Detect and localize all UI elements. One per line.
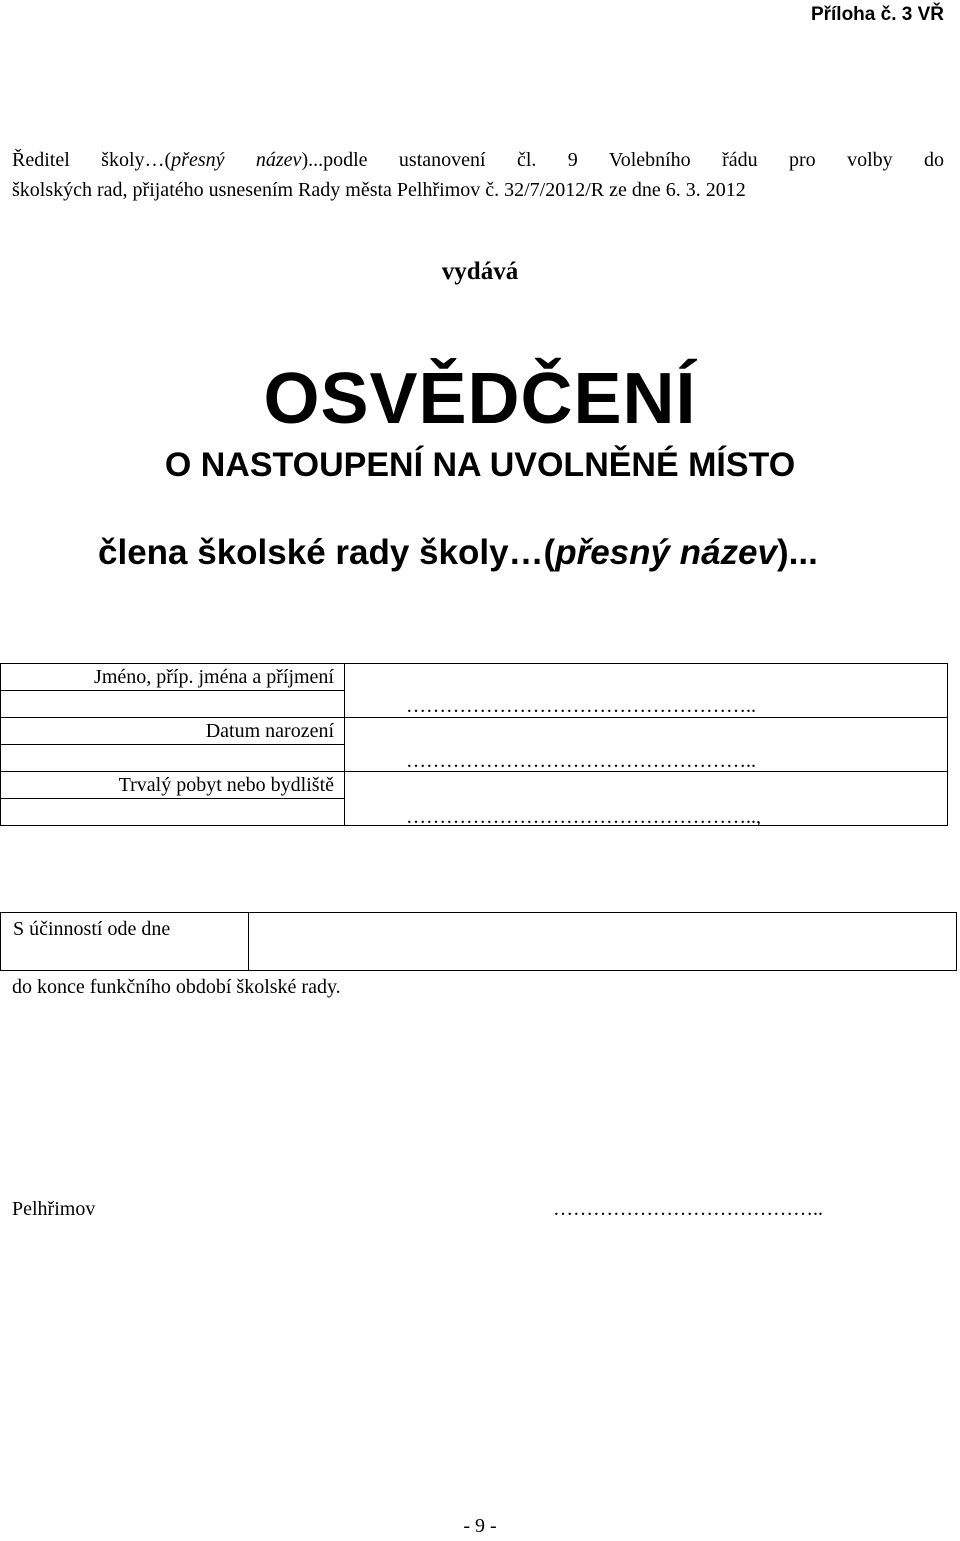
member-line bbox=[98, 533, 818, 573]
effective-label: S účinností ode dne bbox=[1, 913, 249, 971]
residence-dots: …………………………………………….., bbox=[406, 806, 761, 828]
name-label: Jméno, příp. jména a příjmení bbox=[1, 664, 345, 691]
birth-spacer bbox=[1, 745, 345, 772]
intro-text-italic: přesný název bbox=[171, 149, 302, 171]
signature-line: ………………………………….. bbox=[553, 1198, 823, 1220]
intro-text-b: )...podle ustanovení čl. 9 Volebního řádu pro volby do bbox=[301, 149, 945, 171]
effective-date-field[interactable] bbox=[249, 913, 957, 971]
intro-line-2: školských rad, přijatého usnesením Rady města Pelhřimov č. 32/7/2012/R ze dne 6. 3. 2012 bbox=[12, 179, 746, 201]
effective-date-table bbox=[0, 912, 957, 971]
name-spacer bbox=[1, 691, 345, 718]
member-prefix: člena školské rady školy…( bbox=[98, 533, 556, 572]
document-subtitle: O NASTOUPENÍ NA UVOLNĚNÉ MÍSTO bbox=[164, 446, 796, 484]
intro-paragraph bbox=[12, 145, 944, 205]
term-text: do konce funkčního období školské rady. bbox=[12, 976, 341, 998]
document-title: OSVĚDČENÍ bbox=[263, 359, 697, 439]
page-number: - 9 - bbox=[463, 1515, 497, 1537]
birth-dots: …………………………………………….. bbox=[406, 750, 756, 772]
intro-text-a: Ředitel školy…( bbox=[12, 149, 172, 171]
intro-line-1 bbox=[12, 145, 944, 175]
member-italic: přesný název bbox=[555, 533, 777, 572]
personal-info-table bbox=[0, 663, 948, 826]
member-suffix: )... bbox=[776, 533, 818, 572]
issues-text: vydává bbox=[441, 258, 519, 285]
annex-label: Příloha č. 3 VŘ bbox=[810, 4, 944, 25]
residence-spacer bbox=[1, 799, 345, 826]
residence-label: Trvalý pobyt nebo bydliště bbox=[1, 772, 345, 799]
place-name: Pelhřimov bbox=[12, 1198, 96, 1220]
name-dots: …………………………………………….. bbox=[406, 695, 756, 717]
birth-label: Datum narození bbox=[1, 718, 345, 745]
